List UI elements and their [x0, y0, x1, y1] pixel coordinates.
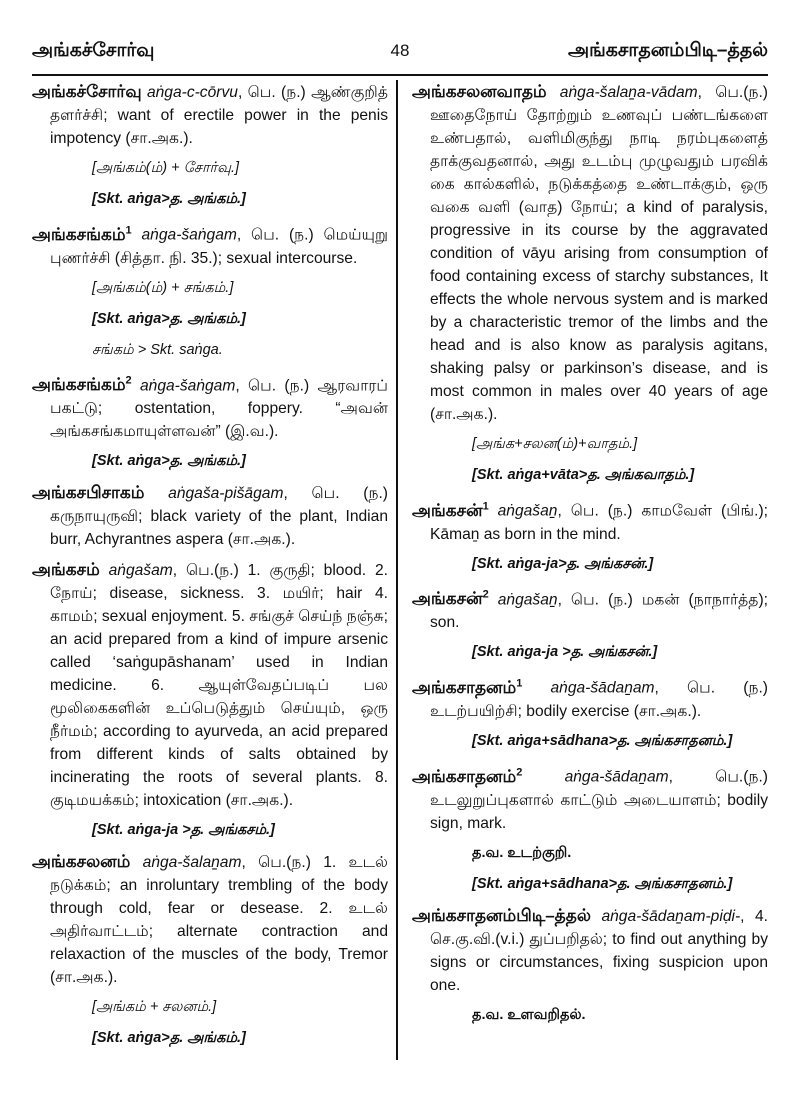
- transliteration: aṅgašam: [99, 562, 173, 580]
- transliteration: aṅgašaṉ: [488, 502, 558, 520]
- headword: அங்கசங்கம்$^1$: [32, 224, 132, 244]
- transliteration: aṅga-šaṅgam: [131, 377, 236, 395]
- etymology: சங்கம் > Skt. saṅga.: [92, 341, 223, 358]
- headword: அங்கசாதனம்பிடி–த்தல்: [412, 905, 591, 925]
- etymology: [Skt. aṅga-ja>த. அங்கசன்.]: [472, 555, 654, 572]
- transliteration: aṅga-šādaṉam-piḍi-: [590, 907, 741, 925]
- transliteration: aṅga-šalaṉam: [130, 854, 242, 872]
- definition: ஆண்குறித் தளர்ச்சி; want of erectile power in the penis impotency (சா.அக.).: [50, 84, 388, 147]
- headword: அங்கசன்$^1$: [412, 500, 489, 520]
- guide-word-left: அங்கச்சோர்வு: [32, 40, 155, 61]
- headword: அங்கசம்: [32, 560, 100, 580]
- transliteration: aṅga-šaṅgam: [131, 226, 237, 244]
- etymology: [Skt. aṅga+vāta>த. அங்கவாதம்.]: [472, 467, 695, 483]
- headword: அங்கசன்$^2$: [412, 588, 489, 609]
- headword: அங்கசலனவாதம்: [412, 82, 547, 101]
- etymology: [அங்கம்(ம்) + சோர்வு.]: [92, 160, 240, 176]
- headword: அங்கசாதனம்$^1$: [412, 677, 523, 697]
- headword: அங்கசலனம்: [32, 852, 131, 872]
- tamil-equivalent-note: த.வ. உடற்குறி.: [472, 844, 572, 861]
- dictionary-entry: [412, 672, 768, 723]
- left-column: [32, 80, 388, 1058]
- grammar-label: , பெ. (ந.): [283, 485, 388, 503]
- etymology: [அங்கம்(ம்) + சங்கம்.]: [92, 279, 234, 296]
- definition: ஆரவாரப் பகட்டு; ostentation, foppery. “அவன் அங்கசங்கமாயுள்ளவன்” (இ.வ.).: [50, 377, 388, 441]
- etymology: [Skt. aṅga>த. அங்கம்.]: [92, 453, 246, 470]
- dictionary-entry: [412, 80, 768, 426]
- guide-word-right: அங்கசாதனம்பிடி–த்தல்: [568, 40, 768, 61]
- grammar-label: , பெ. (ந.): [236, 226, 314, 244]
- transliteration: aṅga-c-cōrvu: [146, 84, 238, 101]
- definition: மகன் (நாநார்த்த); son.: [430, 591, 768, 632]
- definition: கருநாயுருவி; black variety of the plant, Indian burr, Achyrantnes aspera (சா.அக.).: [50, 508, 388, 549]
- grammar-label: , பெ. (ந.): [235, 377, 310, 395]
- page-header: [32, 40, 768, 74]
- transliteration: aṅga-šādaṉam: [522, 679, 655, 697]
- etymology: [Skt. aṅga>த. அங்கம்.]: [92, 310, 246, 327]
- definition: துப்பறிதல்; to find out anything by signs or circumstances, fixing suspicion upon one.: [430, 930, 768, 994]
- transliteration: aṅgaša-pišāgam: [144, 485, 284, 503]
- etymology: [Skt. aṅga+sādhana>த. அங்கசாதனம்.]: [472, 875, 733, 892]
- transliteration: aṅga-šādaṉam: [522, 768, 669, 786]
- definition: காமவேள் (பிங்.); Kāmaṉ as born in the mind.: [430, 502, 768, 543]
- dictionary-entry: [412, 584, 768, 635]
- etymology: [Skt. aṅga-ja >த. அங்கசன்.]: [472, 644, 658, 661]
- definition: மெய்யுறு புணர்ச்சி (சித்தா. நி. 35.); sexual intercourse.: [50, 226, 389, 267]
- headword: அங்கச்சோர்வு: [32, 82, 142, 101]
- grammar-label: , பெ. (ந.): [557, 591, 633, 609]
- dictionary-entry: [412, 495, 768, 546]
- dictionary-entry: [32, 558, 388, 812]
- page-number: 48: [390, 41, 410, 60]
- transliteration: aṅgašaṉ: [488, 591, 558, 609]
- definition: 1. உடல் நடுக்கம்; an inroluntary trembling of the body through cold, fear or desease. 2. உடல் அதிர்வாட்டம்; alternate contraction and relaxaction of the muscles of the body, Tremor (சா.அக.).: [50, 854, 388, 987]
- grammar-label: , பெ. (ந.): [237, 84, 306, 101]
- etymology: [Skt. aṅga>த. அங்கம்.]: [92, 191, 246, 207]
- right-column: [412, 80, 768, 1035]
- headword: அங்கசாதனம்$^2$: [412, 765, 523, 786]
- grammar-label: , பெ.(ந.): [697, 84, 768, 101]
- header-rule: [32, 74, 768, 76]
- definition: 1. குருதி; blood. 2. நோய்; disease, sickness. 3. மயிர்; hair 4. காமம்; sexual enjoyment. 5. சங்குச் செய்ந் நஞ்சு; an acid prepared from a kind of impure arsenic called ‘saṅgupāshanam’ used in Indian medicine. 6. ஆயுள்வேதப்படிப் பல மூலிகைகளின் உப்பெடுத்தும் செய்யும், ஒரு நீர்மம்; according to ayurveda, an acid prepared from different kinds of salts obtained by incinerating the roots of several plants. 8. குடிமயக்கம்; intoxication (சா.அக.).: [50, 562, 389, 810]
- column-divider: [396, 80, 398, 1060]
- grammar-label: , பெ. (ந.): [654, 679, 768, 697]
- etymology: [Skt. aṅga>த. அங்கம்.]: [92, 1030, 246, 1047]
- definition: உடற்பயிற்சி; bodily exercise (சா.அக.).: [430, 702, 702, 720]
- transliteration: aṅga-šalaṉa-vādam: [546, 84, 698, 101]
- grammar-label: , பெ.(ந.): [668, 768, 768, 786]
- grammar-label: , பெ.(ந.): [241, 854, 311, 872]
- definition: உடலுறுப்புகளால் காட்டும் அடையாளம்; bodily sign, mark.: [430, 791, 768, 832]
- grammar-label: , பெ.(ந.): [172, 562, 239, 580]
- definition: ஊதைநோய் தோற்றும் உணவுப் பண்டங்களை உண்பதால், வளிமிகுந்து நாடி நரம்புகளைத் தாக்குவதனால், அது உடம்பு முழுவதும் பரவிக் கை கால்களில், நடுக்கத்தை உண்டாக்கும், ஒரு வகை வளி (வாத) நோய்; a kind of paralysis, progressive in its course by the aggravated condition of vāyu arising from consumption of food containing excess of starchy substances, It effects the whole nervous system and is marked by a characteristic tremor of the limbs and the head and is also know as paralysis agitans, shaking palsy or parkinson’s disease, and is most common in males over 40 years of age (சா.அக.).: [430, 107, 768, 423]
- etymology: [அங்க+சலன(ம்)+வாதம்.]: [472, 436, 638, 452]
- dictionary-entry: [32, 481, 388, 551]
- etymology: [அங்கம் + சலனம்.]: [92, 999, 217, 1016]
- etymology: [Skt. aṅga+sādhana>த. அங்கசாதனம்.]: [472, 732, 733, 749]
- dictionary-entry: [32, 219, 388, 270]
- headword: அங்கசங்கம்$^2$: [32, 374, 132, 395]
- etymology: [Skt. aṅga-ja >த. அங்கசம்.]: [92, 822, 275, 839]
- dictionary-entry: [412, 761, 768, 835]
- headword: அங்கசபிசாகம்: [32, 483, 145, 503]
- dictionary-entry: [32, 370, 388, 444]
- dictionary-entry: [412, 904, 768, 997]
- dictionary-entry: [32, 80, 388, 150]
- grammar-label: , பெ. (ந.): [557, 502, 633, 520]
- dictionary-entry: [32, 850, 388, 989]
- tamil-equivalent-note: த.வ. உளவறிதல்.: [472, 1006, 586, 1023]
- grammar-label: , 4. செ.கு.வி.(v.i.): [430, 907, 768, 948]
